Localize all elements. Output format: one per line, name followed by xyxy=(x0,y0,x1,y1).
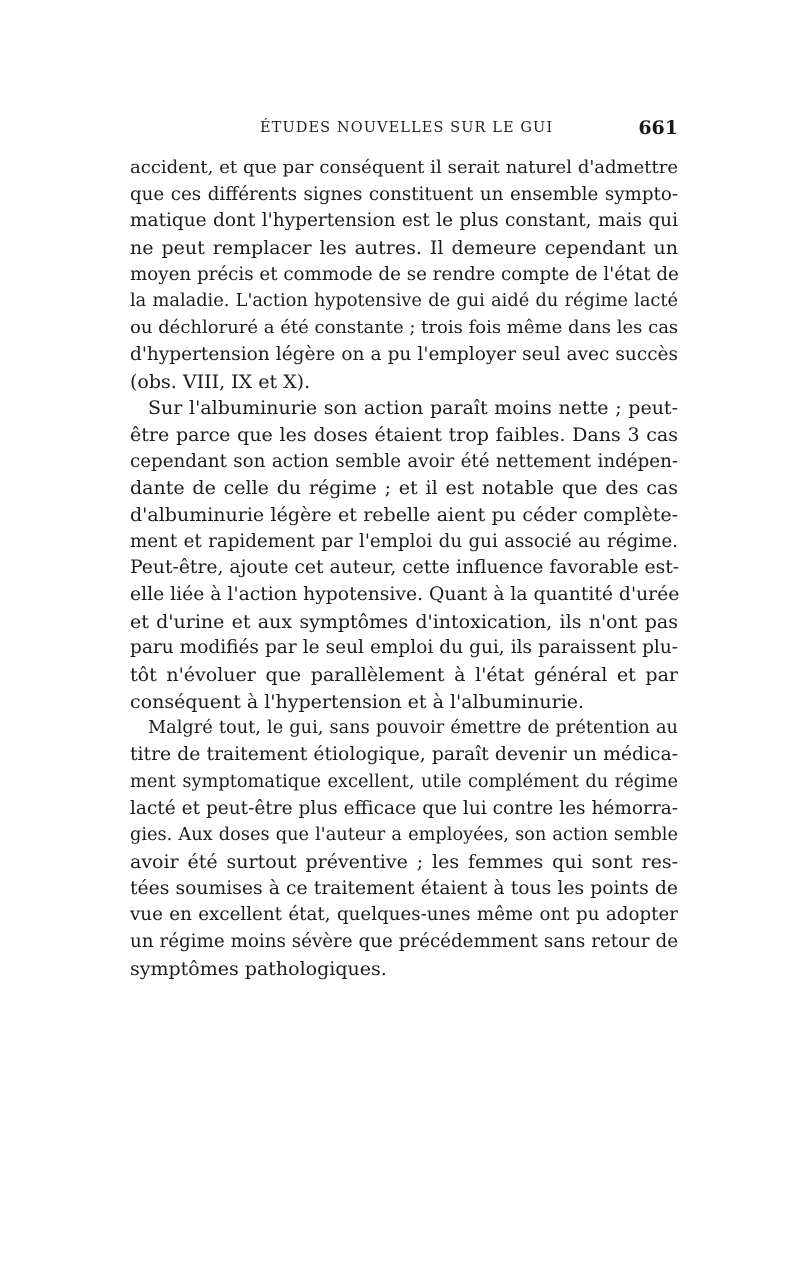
paragraph-1 xyxy=(130,155,678,395)
running-head xyxy=(130,117,678,144)
text-line: symptômes pathologiques. xyxy=(130,957,387,980)
text-line: Malgré tout, le gui, sans pouvoir émettre de prétention au xyxy=(148,718,678,739)
text-line: d'albuminurie légère et rebelle aient pu céder complète- xyxy=(130,503,678,526)
text-line: et d'urine et aux symptômes d'intoxication, ils n'ont pas xyxy=(130,610,678,633)
text-line: Peut-être, ajoute cet auteur, cette influence favorable est- xyxy=(130,557,680,579)
text-line: paru modifiés par le seul emploi du gui, ils paraissent plu- xyxy=(130,637,678,659)
body-text xyxy=(130,155,678,982)
text-line: Sur l'albuminurie son action paraît moins nette ; peut- xyxy=(148,397,678,420)
text-line: elle liée à l'action hypotensive. Quant à la quantité d'urée xyxy=(130,584,680,605)
text-line: ment symptomatique excellent, utile complément du régime xyxy=(130,771,678,792)
text-line: ou déchloruré a été constante ; trois fois même dans les cas xyxy=(130,317,679,339)
page-number: 661 xyxy=(638,117,678,139)
text-line: d'hypertension légère on a pu l'employer seul avec succès xyxy=(130,343,678,365)
text-line: matique dont l'hypertension est le plus constant, mais qui xyxy=(130,210,678,232)
text-line: que ces différents signes constituent un ensemble sympto- xyxy=(130,183,678,205)
running-title: ÉTUDES NOUVELLES SUR LE GUI xyxy=(260,120,554,136)
text-line: conséquent à l'hypertension et à l'albuminurie. xyxy=(130,690,585,713)
text-line: lacté et peut-être plus efficace que lui contre les hémorra- xyxy=(130,797,678,819)
text-line: avoir été surtout préventive ; les femmes qui sont res- xyxy=(130,850,678,873)
text-line: vue en excellent état, quelques-unes même ont pu adopter xyxy=(130,904,678,926)
paragraph-3 xyxy=(130,715,678,982)
text-line: un régime moins sévère que précédemment sans retour de xyxy=(130,930,678,952)
text-line: tées soumises à ce traitement étaient à tous les points de xyxy=(130,877,678,899)
text-line: gies. Aux doses que l'auteur a employées, son action semble xyxy=(130,825,678,846)
text-line: la maladie. L'action hypotensive de gui aidé du régime lacté xyxy=(130,291,678,312)
text-line: titre de traitement étiologique, paraît devenir un médica- xyxy=(130,744,678,766)
text-line: (obs. VIII, IX et X). xyxy=(130,370,311,393)
text-line: moyen précis et commode de se rendre compte de l'état de xyxy=(130,263,679,285)
text-line: ment et rapidement par l'emploi du gui associé au régime. xyxy=(130,530,678,552)
text-line: cependant son action semble avoir été nettement indépen- xyxy=(130,450,678,472)
paragraph-2 xyxy=(130,395,678,715)
text-line: ne peut remplacer les autres. Il demeure cependant un xyxy=(130,237,678,260)
text-line: dante de celle du régime ; et il est notable que des cas xyxy=(130,477,678,500)
text-line: accident, et que par conséquent il serait naturel d'admettre xyxy=(130,157,678,178)
text-line: être parce que les doses étaient trop faibles. Dans 3 cas xyxy=(130,423,678,446)
text-line: tôt n'évoluer que parallèlement à l'état général et par xyxy=(130,664,678,687)
